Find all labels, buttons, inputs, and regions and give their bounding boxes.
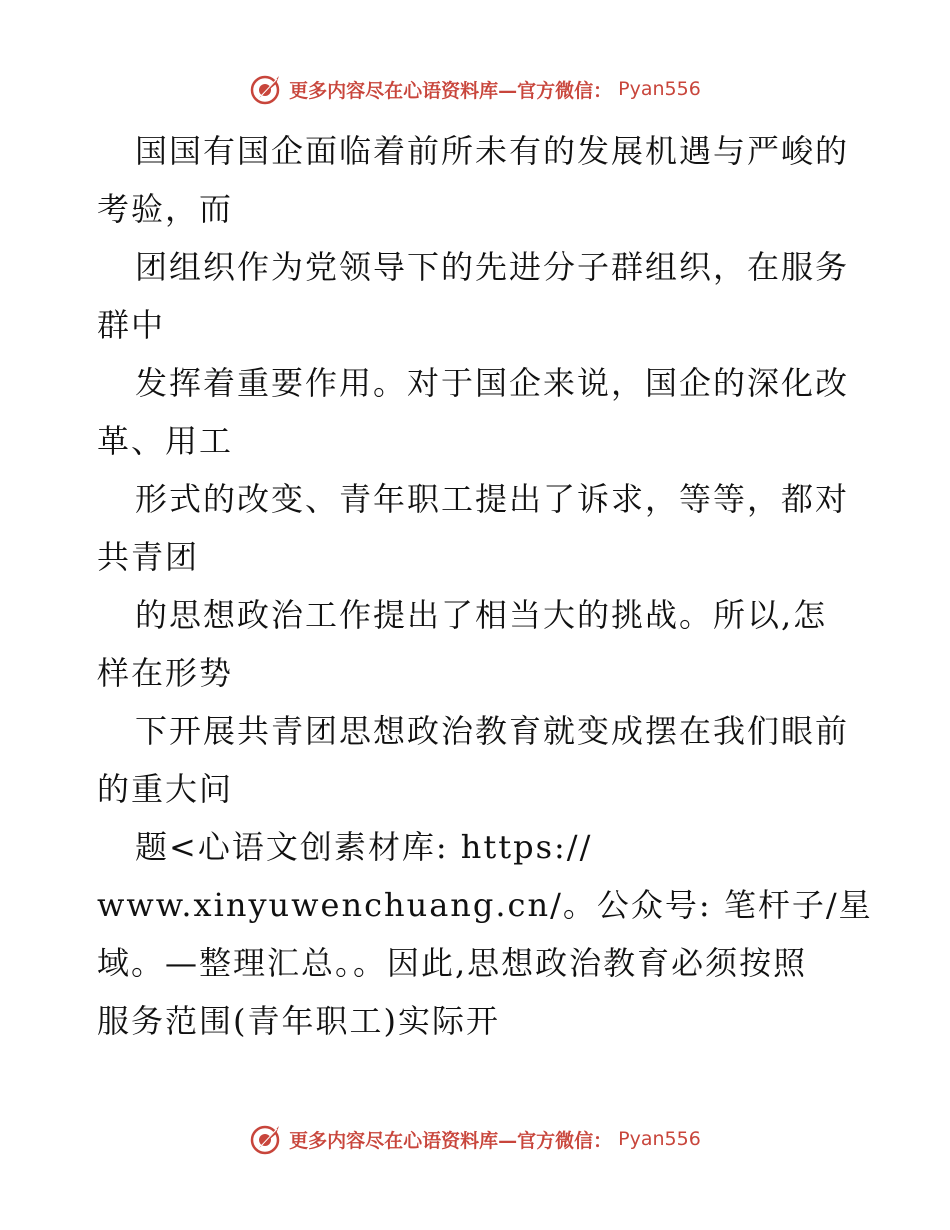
text-line: 题<心语文创素材库: https:// — [135, 828, 593, 866]
text-line: 下开展共青团思想政治教育就变成摆在我们眼前 — [135, 712, 850, 750]
footer-banner — [0, 1122, 950, 1156]
quill-logo-icon — [249, 1122, 283, 1156]
quill-logo-icon — [249, 72, 283, 106]
header-banner-contact: Pyan556 — [618, 78, 701, 100]
text-line: 国国有国企面临着前所未有的发展机遇与严峻的 — [135, 132, 850, 170]
footer-banner-text: 更多内容尽在心语资料库—官方微信： — [289, 1129, 613, 1152]
text-line: 考验，而 — [97, 190, 234, 228]
document-body — [97, 122, 873, 1050]
text-line: 群中 — [97, 306, 166, 344]
text-line: 共青团 — [97, 538, 200, 576]
text-line: 团组织作为党领导下的先进分子群组织，在服务 — [135, 248, 850, 286]
text-line: 服务范围(青年职工)实际开 — [97, 1002, 500, 1040]
text-line: 形式的改变、青年职工提出了诉求，等等，都对 — [135, 480, 850, 518]
header-banner — [0, 72, 950, 106]
text-line: 革、用工 — [97, 422, 234, 460]
text-line: 的思想政治工作提出了相当大的挑战。所以,怎 — [135, 596, 828, 634]
text-line: 域。—整理汇总。。因此,思想政治教育必须按照 — [97, 944, 808, 982]
footer-banner-contact: Pyan556 — [618, 1128, 701, 1150]
header-banner-text: 更多内容尽在心语资料库—官方微信： — [289, 79, 613, 102]
text-line: 样在形势 — [97, 654, 234, 692]
text-line: 的重大问 — [97, 770, 234, 808]
text-line: www.xinyuwenchuang.cn/。公众号: 笔杆子/星 — [97, 886, 873, 924]
text-line: 发挥着重要作用。对于国企来说，国企的深化改 — [135, 364, 850, 402]
